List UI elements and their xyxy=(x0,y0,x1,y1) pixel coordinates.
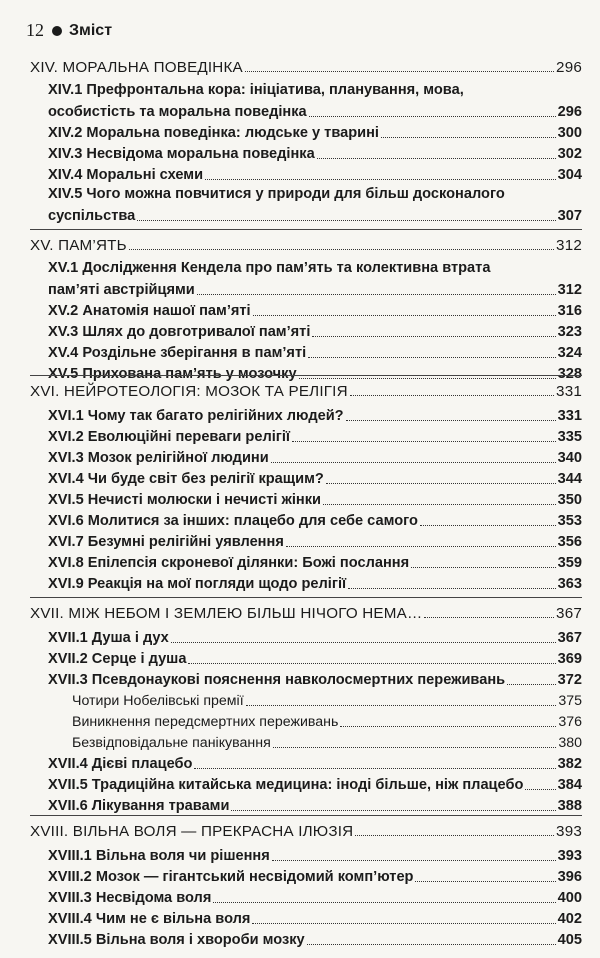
entry-title-line2: пам’яті австрійцями xyxy=(48,282,195,298)
toc-entry[interactable] xyxy=(30,844,582,865)
entry-title: Виникнення передсмертних переживань xyxy=(72,714,339,730)
leader-dots xyxy=(271,462,556,463)
leader-dots xyxy=(137,220,555,221)
leader-dots xyxy=(272,860,556,861)
entry-page: 359 xyxy=(557,555,582,571)
leader-dots xyxy=(346,420,556,421)
leader-dots xyxy=(348,588,556,589)
leader-dots xyxy=(340,726,556,727)
entry-page: 384 xyxy=(557,777,582,793)
leader-dots xyxy=(415,881,555,882)
toc-subentry[interactable] xyxy=(30,731,582,752)
toc-entry[interactable] xyxy=(30,184,582,225)
toc-entry[interactable] xyxy=(30,572,582,593)
entry-title: XVII.1 Душа і дух xyxy=(48,630,169,646)
leader-dots xyxy=(308,357,555,358)
chapter-page: 331 xyxy=(556,383,582,400)
entry-page: 380 xyxy=(558,735,582,751)
chapter-title-row[interactable] xyxy=(30,601,582,622)
entry-title: XVIII.5 Вільна воля і хвороби мозку xyxy=(48,932,305,948)
entry-title: XVII.4 Дієві плацебо xyxy=(48,756,193,772)
entry-title: Чотири Нобелівські премії xyxy=(72,693,244,709)
entry-page: 367 xyxy=(557,630,582,646)
entry-title: XVI.5 Нечисті молюски і нечисті жінки xyxy=(48,492,321,508)
leader-dots xyxy=(307,944,556,945)
toc-entry[interactable] xyxy=(30,794,582,815)
chapter-title: XV. ПАМ’ЯТЬ xyxy=(30,237,127,254)
entry-title: XV.4 Роздільне зберігання в пам’яті xyxy=(48,345,307,361)
entry-page: 323 xyxy=(557,324,582,340)
toc-entry[interactable] xyxy=(30,647,582,668)
leader-dots xyxy=(317,158,556,159)
leader-dots xyxy=(129,249,554,250)
entry-title: XVI.4 Чи буде світ без релігії кращим? xyxy=(48,471,324,487)
toc-entry[interactable] xyxy=(30,320,582,341)
entry-title-line1: XV.1 Дослідження Кендела про пам’ять та колективна втрата xyxy=(48,260,491,276)
toc-entry[interactable] xyxy=(30,258,582,299)
toc-entry[interactable] xyxy=(30,551,582,572)
entry-title-line2: особистість та моральна поведінка xyxy=(48,104,307,120)
toc-entry[interactable] xyxy=(30,907,582,928)
entry-page: 372 xyxy=(557,672,582,688)
entry-title: XIV.4 Моральні схеми xyxy=(48,167,204,183)
entry-page: 375 xyxy=(558,693,582,709)
entry-title: XVIII.1 Вільна воля чи рішення xyxy=(48,848,270,864)
entry-page: 400 xyxy=(557,890,582,906)
toc-entry[interactable] xyxy=(30,668,582,689)
leader-dots xyxy=(355,835,554,836)
entry-page: 312 xyxy=(557,282,582,298)
entry-page: 324 xyxy=(557,345,582,361)
leader-dots xyxy=(252,923,555,924)
toc-entry[interactable] xyxy=(30,163,582,184)
chapter-page: 296 xyxy=(556,59,582,76)
leader-dots xyxy=(507,684,556,685)
chapter-title: XVI. НЕЙРОТЕОЛОГІЯ: МОЗОК ТА РЕЛІГІЯ xyxy=(30,383,348,400)
chapter-section xyxy=(30,229,582,383)
entry-page: 328 xyxy=(557,366,582,382)
entry-page: 340 xyxy=(557,450,582,466)
leader-dots xyxy=(205,179,556,180)
entry-title: XVI.8 Епілепсія скроневої ділянки: Божі послання xyxy=(48,555,410,571)
bullet-icon xyxy=(52,26,62,36)
page-number: 12 xyxy=(26,20,44,40)
entry-title: XIV.2 Моральна поведінка: людське у тварині xyxy=(48,125,379,141)
chapter-title-row[interactable] xyxy=(30,379,582,400)
entry-page: 331 xyxy=(557,408,582,424)
entry-title: XVI.1 Чому так багато релігійних людей? xyxy=(48,408,344,424)
toc-entry[interactable] xyxy=(30,341,582,362)
entry-page: 369 xyxy=(557,651,582,667)
toc-subentry[interactable] xyxy=(30,710,582,731)
entry-title-line2: суспільства xyxy=(48,208,136,224)
leader-dots xyxy=(350,395,554,396)
leader-dots xyxy=(525,789,555,790)
leader-dots xyxy=(171,642,556,643)
leader-dots xyxy=(246,705,557,706)
entry-title: XVII.2 Серце і душа xyxy=(48,651,187,667)
leader-dots xyxy=(197,294,556,295)
leader-dots xyxy=(286,546,556,547)
chapter-title: XIV. МОРАЛЬНА ПОВЕДІНКА xyxy=(30,59,243,76)
toc-subentry[interactable] xyxy=(30,689,582,710)
entry-page: 382 xyxy=(557,756,582,772)
toc-entry[interactable] xyxy=(30,626,582,647)
leader-dots xyxy=(188,663,555,664)
toc-entry[interactable] xyxy=(30,121,582,142)
entry-title: XVII.3 Псевдонаукові пояснення навколосмертних переживань xyxy=(48,672,506,688)
leader-dots xyxy=(381,137,556,138)
entry-page: 296 xyxy=(557,104,582,120)
entry-page: 344 xyxy=(557,471,582,487)
toc-entry[interactable] xyxy=(30,928,582,949)
toc-entry[interactable] xyxy=(30,299,582,320)
entry-title: Безвідповідальне панікування xyxy=(72,735,271,751)
leader-dots xyxy=(312,336,555,337)
entry-page: 405 xyxy=(557,932,582,948)
chapter-title-row[interactable] xyxy=(30,233,582,254)
chapter-title: XVII. МІЖ НЕБОМ І ЗЕМЛЕЮ БІЛЬШ НІЧОГО НЕМА… xyxy=(30,605,423,622)
entry-title: XV.2 Анатомія нашої пам’яті xyxy=(48,303,251,319)
entry-page: 335 xyxy=(557,429,582,445)
entry-title: XIV.3 Несвідома моральна поведінка xyxy=(48,146,315,162)
entry-page: 316 xyxy=(557,303,582,319)
leader-dots xyxy=(194,768,555,769)
entry-page: 300 xyxy=(557,125,582,141)
entry-title: XVIII.4 Чим не є вільна воля xyxy=(48,911,251,927)
page-header xyxy=(26,20,112,41)
chapter-page: 312 xyxy=(556,237,582,254)
entry-title-line1: XIV.5 Чого можна повчитися у природи для більш досконалого xyxy=(48,186,505,202)
entry-title: XVII.6 Лікування травами xyxy=(48,798,230,814)
chapter-page: 393 xyxy=(556,823,582,840)
entry-page: 304 xyxy=(557,167,582,183)
entry-page: 356 xyxy=(557,534,582,550)
toc-entry[interactable] xyxy=(30,886,582,907)
leader-dots xyxy=(213,902,555,903)
entry-page: 363 xyxy=(557,576,582,592)
running-title: Зміст xyxy=(69,21,113,39)
leader-dots xyxy=(253,315,556,316)
leader-dots xyxy=(273,747,557,748)
leader-dots xyxy=(245,71,554,72)
entry-page: 388 xyxy=(557,798,582,814)
entry-page: 393 xyxy=(557,848,582,864)
chapter-title-row[interactable] xyxy=(30,55,582,76)
entry-title: XV.3 Шлях до довготривалої пам’яті xyxy=(48,324,311,340)
chapter-section xyxy=(30,597,582,815)
chapter-section xyxy=(30,55,582,225)
toc-entry[interactable] xyxy=(30,509,582,530)
entry-page: 302 xyxy=(557,146,582,162)
chapter-title-row[interactable] xyxy=(30,819,582,840)
entry-page: 350 xyxy=(557,492,582,508)
toc-entry[interactable] xyxy=(30,142,582,163)
chapter-page: 367 xyxy=(556,605,582,622)
chapter-section xyxy=(30,815,582,949)
leader-dots xyxy=(292,441,556,442)
toc-entry[interactable] xyxy=(30,865,582,886)
entry-title: XVI.6 Молитися за інших: плацебо для себе самого xyxy=(48,513,418,529)
toc-entry[interactable] xyxy=(30,80,582,121)
leader-dots xyxy=(420,525,556,526)
chapter-section xyxy=(30,375,582,593)
entry-page: 307 xyxy=(557,208,582,224)
toc-entry[interactable] xyxy=(30,404,582,425)
toc-entry[interactable] xyxy=(30,425,582,446)
toc-entry[interactable] xyxy=(30,446,582,467)
entry-title: XVIII.3 Несвідома воля xyxy=(48,890,212,906)
entry-title: XVI.9 Реакція на мої погляди щодо релігії xyxy=(48,576,347,592)
entry-title: XVI.3 Мозок релігійної людини xyxy=(48,450,269,466)
leader-dots xyxy=(424,617,554,618)
entry-title: XVII.5 Традиційна китайська медицина: іноді більше, ніж плацебо xyxy=(48,777,524,793)
entry-page: 402 xyxy=(557,911,582,927)
entry-title: XVI.7 Безумні релігійні уявлення xyxy=(48,534,284,550)
toc-entry[interactable] xyxy=(30,773,582,794)
chapter-title: XVIII. ВІЛЬНА ВОЛЯ — ПРЕКРАСНА ІЛЮЗІЯ xyxy=(30,823,354,840)
leader-dots xyxy=(231,810,555,811)
leader-dots xyxy=(326,483,556,484)
entry-title: XVI.2 Еволюційні переваги релігії xyxy=(48,429,291,445)
entry-page: 376 xyxy=(558,714,582,730)
entry-title: XVIII.2 Мозок — гігантський несвідомий комп’ютер xyxy=(48,869,414,885)
leader-dots xyxy=(411,567,556,568)
entry-title-line1: XIV.1 Префронтальна кора: ініціатива, планування, мова, xyxy=(48,82,464,98)
leader-dots xyxy=(309,116,556,117)
toc-entry[interactable] xyxy=(30,530,582,551)
leader-dots xyxy=(323,504,556,505)
toc-entry[interactable] xyxy=(30,467,582,488)
toc-entry[interactable] xyxy=(30,488,582,509)
entry-title: XV.5 Прихована пам’ять у мозочку xyxy=(48,366,297,382)
entry-page: 396 xyxy=(557,869,582,885)
toc-entry[interactable] xyxy=(30,752,582,773)
entry-page: 353 xyxy=(557,513,582,529)
